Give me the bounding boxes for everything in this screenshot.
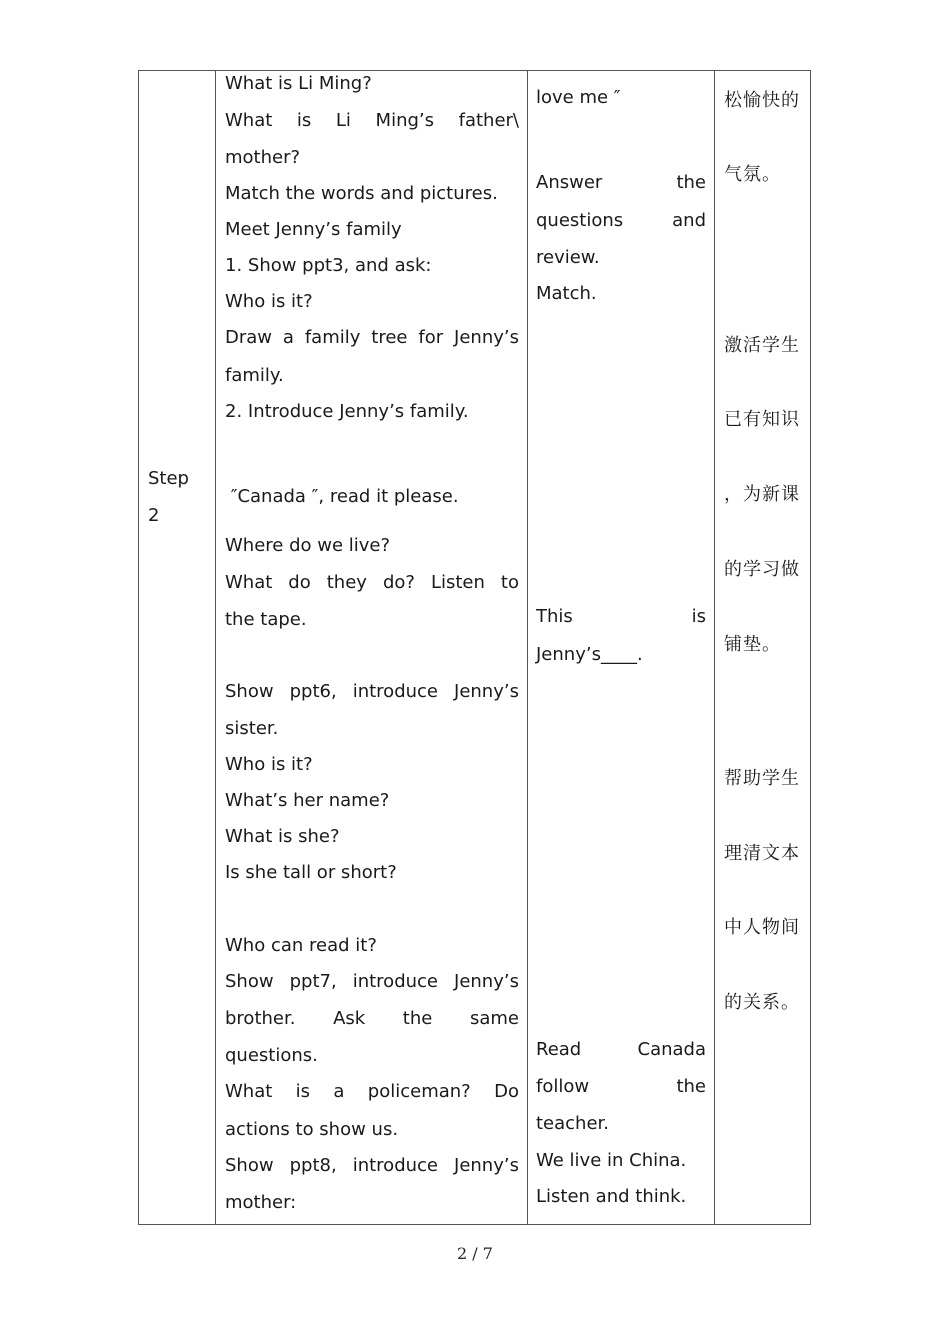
procedure-line: Who is it? [225,291,313,312]
lesson-plan-table [138,70,811,1225]
procedure-line: 1. Show ppt3, and ask: [225,255,432,276]
procedure-line-justified: Show ppt6, introduce Jenny’s [225,681,519,702]
purpose-line: 中人物间 [724,917,800,938]
step-number: 2 [148,505,160,526]
procedure-line: Who can read it? [225,935,377,956]
purpose-line: 已有知识 [724,409,800,430]
procedure-line-justified: Show ppt7, introduce Jenny’s [225,971,519,992]
procedure-line-justified: Show ppt8, introduce Jenny’s [225,1155,519,1176]
procedure-line-justified: brother. Ask the same [225,1008,519,1029]
procedure-line: actions to show us. [225,1119,399,1140]
column-divider [215,70,216,1225]
student-line-justified: questions and [536,210,706,231]
purpose-line: 松愉快的 [724,90,800,111]
column-divider [527,70,528,1225]
purpose-line: 气氛。 [724,164,781,185]
purpose-line: 帮助学生 [724,768,800,789]
procedure-line: Where do we live? [225,535,391,556]
student-line: Jenny’s____. [536,644,643,665]
student-line: Listen and think. [536,1186,687,1207]
procedure-line: Match the words and pictures. [225,183,498,204]
table-border-left [138,70,139,1225]
student-line: teacher. [536,1113,610,1134]
procedure-line: family. [225,365,284,386]
procedure-line: questions. [225,1045,318,1066]
student-line: We live in China. [536,1150,687,1171]
student-line-justified: Answer the [536,172,706,193]
student-line-justified: This is [536,606,706,627]
step-label: Step [148,468,189,489]
procedure-line: What is Li Ming? [225,73,372,94]
procedure-line: ″Canada ″, read it please. [225,486,459,507]
student-line-justified: Read Canada [536,1039,706,1060]
procedure-line-justified: What is Li Ming’s father\ [225,110,519,131]
procedure-line: mother? [225,147,301,168]
procedure-line: What is she? [225,826,340,847]
student-line: love me ″ [536,87,621,108]
purpose-line: ，为新课 [724,484,800,505]
page-number: 2 / 7 [457,1244,493,1263]
procedure-line: mother: [225,1192,297,1213]
procedure-line: Who is it? [225,754,313,775]
student-line-justified: follow the [536,1076,706,1097]
procedure-line: What’s her name? [225,790,390,811]
student-line: Match. [536,283,597,304]
purpose-line: 的关系。 [724,992,800,1013]
column-divider [714,70,715,1225]
procedure-line: Is she tall or short? [225,862,397,883]
purpose-line: 理清文本 [724,843,800,864]
table-border-top [138,70,811,71]
table-border-right [810,70,811,1225]
student-line: review. [536,247,600,268]
procedure-line: sister. [225,718,279,739]
purpose-line: 的学习做 [724,559,800,580]
purpose-line: 铺垫。 [724,634,781,655]
procedure-line: Meet Jenny’s family [225,219,402,240]
procedure-line-justified: What do they do? Listen to [225,572,519,593]
procedure-line-justified: Draw a family tree for Jenny’s [225,327,519,348]
purpose-line: 激活学生 [724,335,800,356]
procedure-line-justified: What is a policeman? Do [225,1081,519,1102]
table-border-bottom [138,1224,811,1225]
procedure-line: 2. Introduce Jenny’s family. [225,401,469,422]
procedure-line: the tape. [225,609,307,630]
